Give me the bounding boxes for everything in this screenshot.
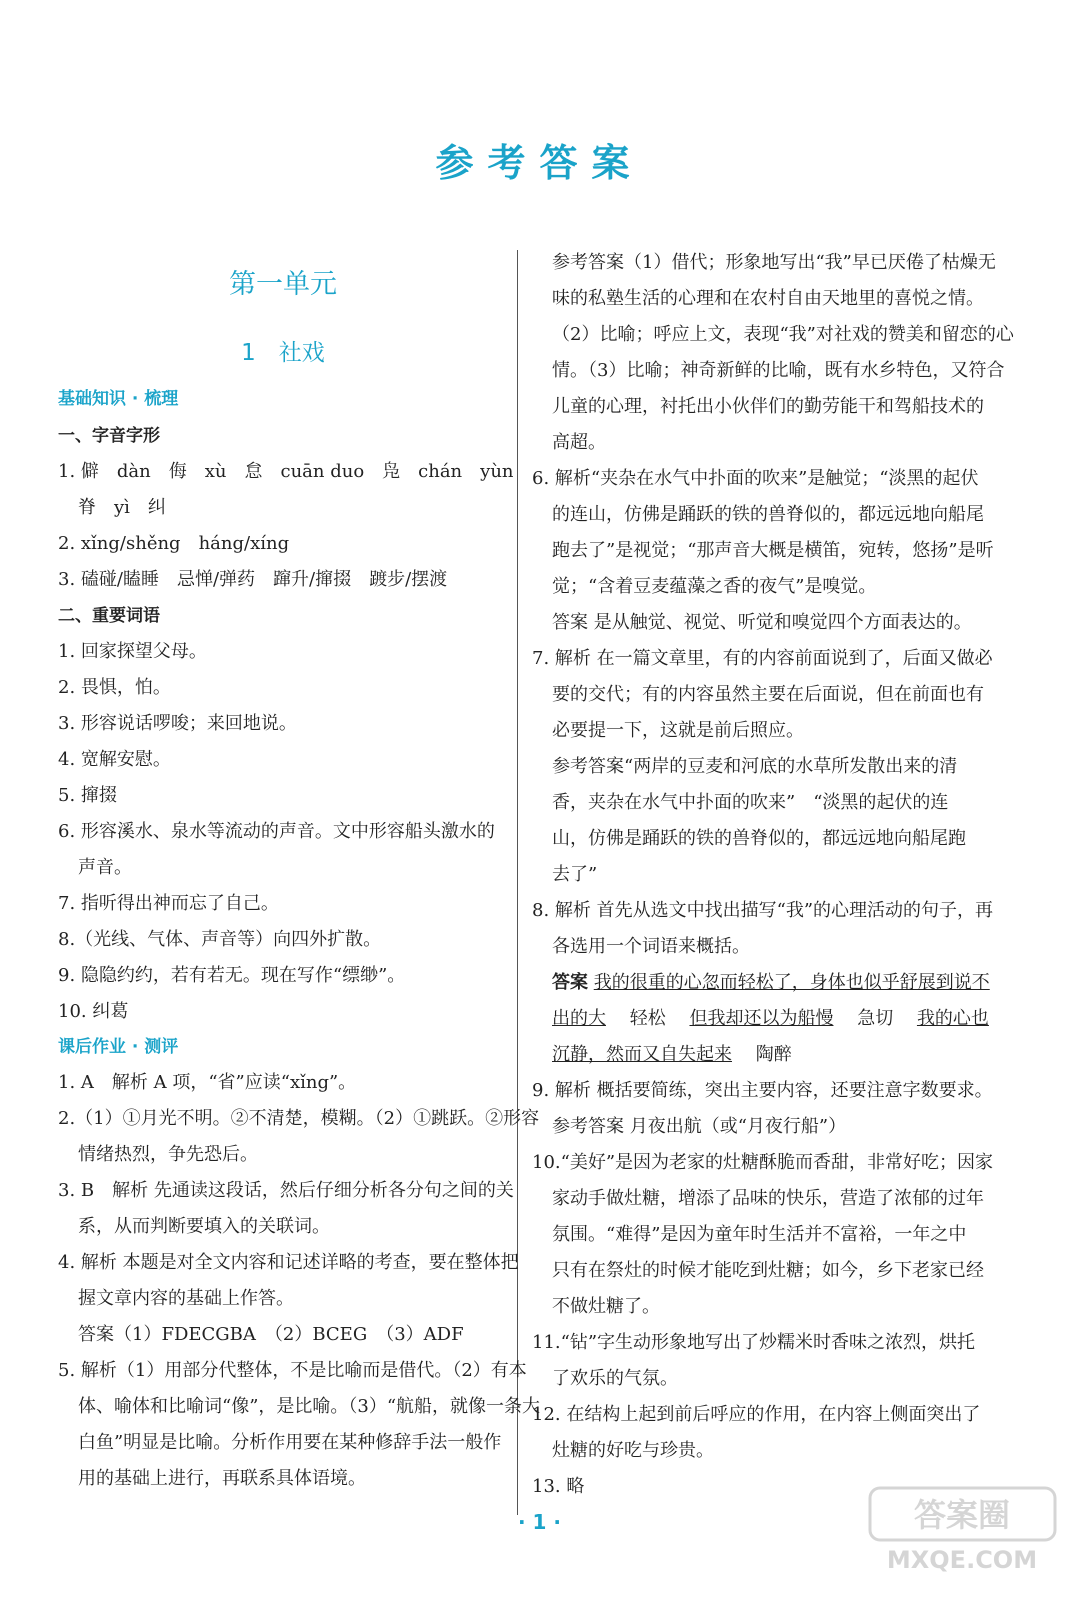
answer-line: 3. 形容说话啰唆；来回地说。 xyxy=(58,713,297,734)
answer-line: 8.（光线、气体、声音等）向四外扩散。 xyxy=(58,929,382,950)
summary-word: 轻松 xyxy=(629,1008,666,1029)
answer-line: 灶糖的好吃与珍贵。 xyxy=(552,1440,714,1461)
answer-line: 握文章内容的基础上作答。 xyxy=(78,1288,294,1309)
answer-line: 高超。 xyxy=(552,432,606,453)
answer-line: 12. 在结构上起到前后呼应的作用，在内容上侧面突出了 xyxy=(532,1404,981,1425)
answer-line: 5. 解析（1）用部分代整体，不是比喻而是借代。（2）有本 xyxy=(58,1360,527,1381)
answer-line xyxy=(552,972,990,994)
svg-text:答案圈: 答案圈 xyxy=(913,1496,1011,1534)
summary-word: 急切 xyxy=(857,1008,894,1029)
sub-heading-pronunciation: 一、字音字形 xyxy=(58,426,160,446)
answer-line xyxy=(552,1044,792,1066)
answer-line: 9. 解析 概括要简练，突出主要内容，还要注意字数要求。 xyxy=(532,1080,993,1101)
underlined-quote: 沉静，然而又自失起来 xyxy=(552,1044,732,1065)
answer-line: 味的私塾生活的心理和在农村自由天地里的喜悦之情。 xyxy=(552,288,984,309)
answer-line: 答案 是从触觉、视觉、听觉和嗅觉四个方面表达的。 xyxy=(552,612,972,633)
answer-line: 4. 宽解安慰。 xyxy=(58,749,171,770)
answer-line: 2.（1）①月光不明。②不清楚，模糊。（2）①跳跃。②形容 xyxy=(58,1108,540,1129)
answer-line: 1. 回家探望父母。 xyxy=(58,641,207,662)
answer-line: 参考答案 月夜出航（或“月夜行船”） xyxy=(552,1116,847,1137)
page-title: 参考答案 xyxy=(435,141,644,185)
answer-line: 跑去了”是视觉；“那声音大概是横笛，宛转，悠扬”是听 xyxy=(552,540,994,561)
underlined-quote: 出的大 xyxy=(552,1008,606,1029)
answer-line: 3. B 解析 先通读这段话，然后仔细分析各分句之间的关 xyxy=(58,1180,514,1201)
answer-line: 觉；“含着豆麦蕴藻之香的夜气”是嗅觉。 xyxy=(552,576,877,597)
answer-line: 要的交代；有的内容虽然主要在后面说，但在前面也有 xyxy=(552,684,984,705)
answer-line: 系，从而判断要填入的关联词。 xyxy=(78,1216,330,1237)
answer-line: 2. 畏惧，怕。 xyxy=(58,677,171,698)
answer-line: 10.“美好”是因为老家的灶糖酥脆而香甜，非常好吃；因家 xyxy=(532,1152,994,1173)
answer-line: 2. xǐng/shěng háng/xíng xyxy=(58,533,290,554)
answer-line: 氛围。“难得”是因为童年时生活并不富裕，一年之中 xyxy=(552,1224,967,1245)
answer-line: 6. 形容溪水、泉水等流动的声音。文中形容船头激水的 xyxy=(58,821,495,842)
unit-title: 第一单元 xyxy=(229,269,337,300)
answer-line: 参考答案“两岸的豆麦和河底的水草所发散出来的清 xyxy=(552,756,958,777)
answer-line: 了欢乐的气氛。 xyxy=(552,1368,678,1389)
answer-line: 声音。 xyxy=(78,857,132,878)
answer-line: 用的基础上进行，再联系具体语境。 xyxy=(78,1468,366,1489)
section-heading-homework: 课后作业 · 测评 xyxy=(58,1037,179,1057)
answer-line: 家动手做灶糖，增添了品味的快乐，营造了浓郁的过年 xyxy=(552,1188,984,1209)
answer-line: 1. A 解析 A 项，“省”应读“xǐng”。 xyxy=(58,1072,357,1093)
answer-line: （2）比喻；呼应上文，表现“我”对社戏的赞美和留恋的心 xyxy=(552,324,1014,345)
answer-line: 5. 撺掇 xyxy=(58,785,117,806)
answer-line: 情。（3）比喻；神奇新鲜的比喻，既有水乡特色，又符合 xyxy=(552,360,1005,381)
answer-line: 11.“钻”字生动形象地写出了炒糯米时香味之浓烈，烘托 xyxy=(532,1332,976,1353)
answer-line: 13. 略 xyxy=(532,1476,585,1497)
answer-line: 6. 解析“夹杂在水气中扑面的吹来”是触觉；“淡黑的起伏 xyxy=(532,468,979,489)
answer-line: 香，夹杂在水气中扑面的吹来” “淡黑的起伏的连 xyxy=(552,792,949,813)
section-heading-basics: 基础知识 · 梳理 xyxy=(58,389,179,409)
answer-line: 情绪热烈，争先恐后。 xyxy=(78,1144,258,1165)
answer-line: 7. 指听得出神而忘了自己。 xyxy=(58,893,279,914)
answer-line: 9. 隐隐约约，若有若无。现在写作“缥缈”。 xyxy=(58,965,406,986)
answer-line: 10. 纠葛 xyxy=(58,1001,129,1022)
underlined-quote: 我的心也 xyxy=(916,1008,989,1029)
answer-line: 不做灶糖了。 xyxy=(552,1296,660,1317)
svg-text:MXQE.COM: MXQE.COM xyxy=(886,1546,1038,1574)
summary-word: 陶醉 xyxy=(755,1044,792,1065)
answer-line: 的连山，仿佛是踊跃的铁的兽脊似的，都远远地向船尾 xyxy=(552,504,984,525)
answer-tag: 答案 xyxy=(552,972,588,993)
answer-line: 答案（1）FDECGBA （2）BCEG （3）ADF xyxy=(78,1324,464,1345)
answer-line: 必要提一下，这就是前后照应。 xyxy=(552,720,804,741)
answer-line: 参考答案（1）借代；形象地写出“我”早已厌倦了枯燥无 xyxy=(552,252,996,273)
answer-line: 山，仿佛是踊跃的铁的兽脊似的，都远远地向船尾跑 xyxy=(552,828,966,849)
answer-line: 3. 磕碰/瞌睡 忌惮/弹药 蹿升/撺掇 踱步/摆渡 xyxy=(58,569,448,590)
answer-line: 4. 解析 本题是对全文内容和记述详略的考查，要在整体把 xyxy=(58,1252,519,1273)
answer-line: 体、喻体和比喻词“像”，是比喻。（3）“航船，就像一条大 xyxy=(78,1396,541,1417)
answer-line: 7. 解析 在一篇文章里，有的内容前面说到了，后面又做必 xyxy=(532,648,993,669)
underlined-quote: 但我却还以为船慢 xyxy=(689,1008,834,1029)
lesson-title: 1 社戏 xyxy=(241,340,325,366)
answer-line: 脊 yì 纠 xyxy=(78,497,166,518)
column-divider xyxy=(517,250,518,1515)
underlined-quote: 我的很重的心忽而轻松了，身体也似乎舒展到说不 xyxy=(593,972,990,993)
answer-line: 儿童的心理，衬托出小伙伴们的勤劳能干和驾船技术的 xyxy=(552,396,984,417)
answer-line: 8. 解析 首先从选文中找出描写“我”的心理活动的句子，再 xyxy=(532,900,994,921)
answer-line xyxy=(552,1008,989,1030)
answer-line: 去了” xyxy=(552,864,598,885)
answer-line: 各选用一个词语来概括。 xyxy=(552,936,750,957)
watermark-logo xyxy=(860,1480,1065,1580)
answer-line: 只有在祭灶的时候才能吃到灶糖；如今，乡下老家已经 xyxy=(552,1260,984,1281)
answer-line: 白鱼”明显是比喻。分析作用要在某种修辞手法一般作 xyxy=(78,1432,502,1453)
answer-line: 1. 僻 dàn 侮 xù 怠 cuān duo 凫 chán yùn xyxy=(58,461,514,482)
page-number: · 1 · xyxy=(517,1510,562,1534)
sub-heading-vocabulary: 二、重要词语 xyxy=(58,606,160,626)
